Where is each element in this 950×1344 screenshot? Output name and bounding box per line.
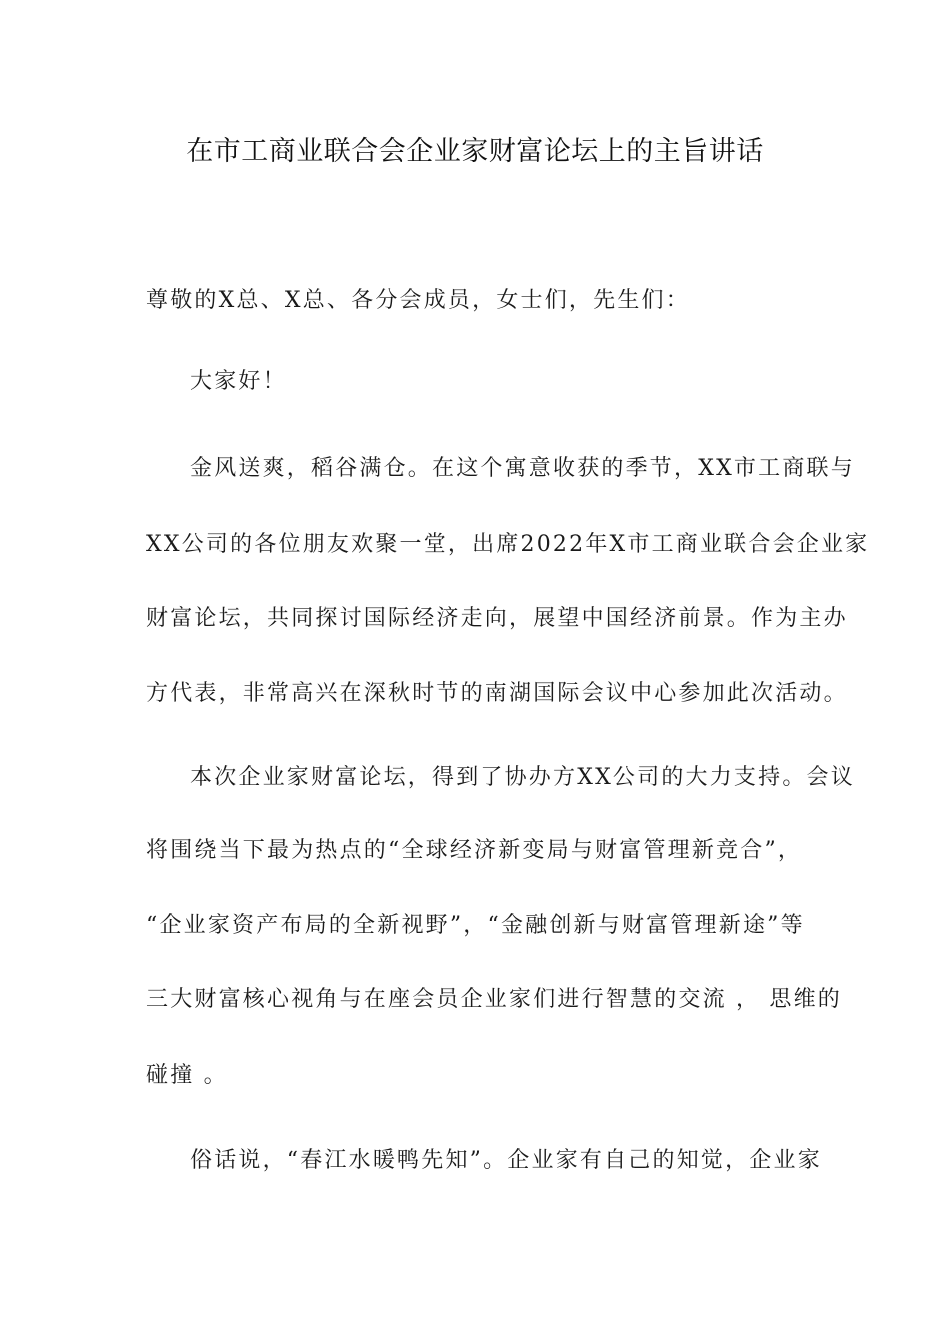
document-title: 在市工商业联合会企业家财富论坛上的主旨讲话 — [186, 136, 764, 167]
paragraph-2-line-3: “企业家资产布局的全新视野”，“金融创新与财富管理新途”等 — [146, 913, 805, 938]
paragraph-2-line-2: 将围绕当下最为热点的“全球经济新变局与财富管理新竞合”， — [146, 838, 803, 863]
paragraph-1-line-4: 方代表，非常高兴在深秋时节的南湖国际会议中心参加此次活动。 — [146, 681, 848, 706]
greeting-line: 大家好！ — [190, 369, 287, 394]
paragraph-1-line-1: 金风送爽，稻谷满仓。在这个寓意收获的季节，XX市工商联与 — [190, 456, 855, 481]
paragraph-1-line-3: 财富论坛，共同探讨国际经济走向，展望中国经济前景。作为主办 — [146, 606, 848, 631]
paragraph-2-line-5: 碰撞 。 — [146, 1063, 228, 1088]
paragraph-2-line-1: 本次企业家财富论坛，得到了协办方XX公司的大力支持。会议 — [190, 765, 855, 790]
paragraph-1-line-2: XX公司的各位朋友欢聚一堂，出席2022年X市工商业联合会企业家 — [146, 532, 870, 557]
paragraph-2-line-4: 三大财富核心视角与在座会员企业家们进行智慧的交流 ， 思维的 — [146, 987, 842, 1012]
paragraph-3-line-1: 俗话说，“春江水暖鸭先知”。企业家有自己的知觉，企业家 — [190, 1148, 822, 1173]
salutation-line: 尊敬的X总、X总、各分会成员，女士们，先生们： — [146, 288, 690, 313]
